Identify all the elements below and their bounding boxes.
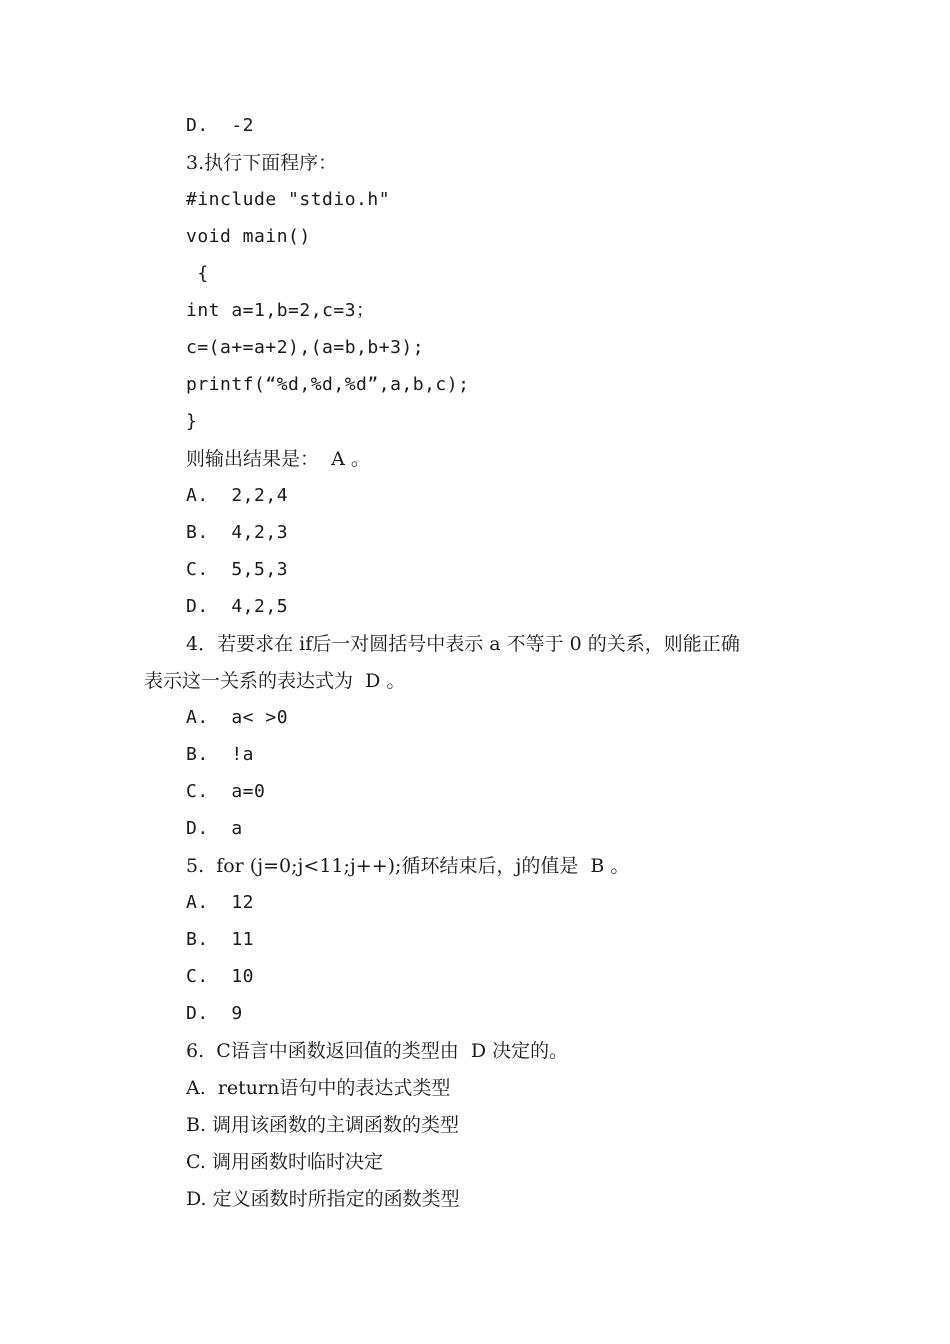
question-6-heading: 6. C语言中函数返回值的类型由 D 决定的。 (186, 1040, 569, 1062)
code-assign: c=(a+=a+2),(a=b,b+3); (186, 337, 425, 358)
question-5-heading: 5. for (j=0;j<11;j++);循环结束后，j的值是 B 。 (186, 855, 630, 877)
option-a-q5: A. 12 (186, 892, 255, 913)
option-b-q3: B. 4,2,3 (186, 522, 289, 543)
code-close-brace: } (186, 411, 198, 432)
option-a-q3: A. 2,2,4 (186, 485, 289, 506)
option-c-q4: C. a=0 (186, 781, 266, 802)
option-a-q6: A. return语句中的表达式类型 (186, 1077, 451, 1099)
option-d-q6: D. 定义函数时所指定的函数类型 (186, 1188, 460, 1210)
option-c-q6: C. 调用函数时临时决定 (186, 1151, 383, 1173)
option-b-q4: B. !a (186, 744, 255, 765)
option-b-q6: B. 调用该函数的主调函数的类型 (186, 1114, 460, 1136)
option-d-q4: D. a (186, 818, 243, 839)
option-c-q5: C. 10 (186, 966, 255, 987)
question-3-heading: 3.执行下面程序： (186, 152, 338, 174)
option-d-q5: D. 9 (186, 1003, 243, 1024)
question-3-answer: 则输出结果是： A 。 (186, 448, 370, 470)
code-main: void main() (186, 226, 311, 247)
code-open-brace: { (186, 263, 209, 284)
option-d-q3: D. 4,2,5 (186, 596, 289, 617)
code-include: #include "stdio.h" (186, 189, 391, 210)
question-4-line-1: 4．若要求在 if后一对圆括号中表示 a 不等于 0 的关系，则能正确 (186, 633, 740, 655)
option-a-q4: A. a< >0 (186, 707, 289, 728)
option-d-q2: D. -2 (186, 115, 255, 136)
code-printf: printf(“%d,%d,%d”,a,b,c); (186, 374, 470, 395)
option-c-q3: C. 5,5,3 (186, 559, 289, 580)
code-declare: int a=1,b=2,c=3； (186, 300, 375, 321)
question-4-line-2: 表示这一关系的表达式为 D 。 (144, 670, 406, 692)
option-b-q5: B. 11 (186, 929, 255, 950)
